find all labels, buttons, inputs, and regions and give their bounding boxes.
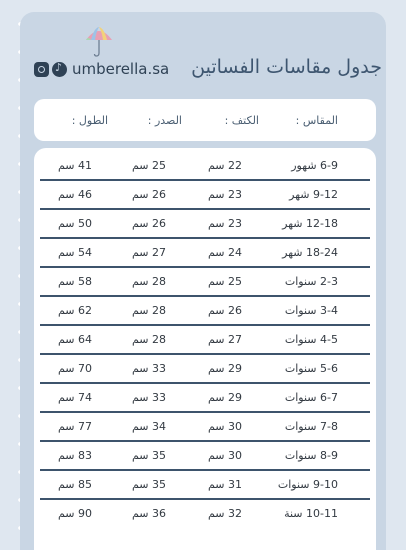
- table-header: [34, 99, 376, 141]
- cell-size: 3-4 سنوات: [284, 304, 338, 317]
- cell-size: 8-9 سنوات: [284, 449, 338, 462]
- cell-shoulder: 23 سم: [207, 188, 242, 201]
- cell-length: 58 سم: [57, 275, 92, 288]
- cell-size: 5-6 سنوات: [284, 362, 338, 375]
- table-row: [34, 152, 376, 181]
- cell-chest: 26 سم: [131, 217, 166, 230]
- header-shoulder: الكتف :: [224, 114, 259, 127]
- page-title: جدول مقاسات الفساتين: [191, 56, 382, 78]
- cell-length: 64 سم: [57, 333, 92, 346]
- cell-size: 6-7 سنوات: [284, 391, 338, 404]
- cell-size: 18-24 شهر: [282, 246, 338, 259]
- brand: [34, 60, 169, 78]
- table-row: [34, 471, 376, 500]
- cell-shoulder: 30 سم: [207, 449, 242, 462]
- cell-chest: 35 سم: [131, 449, 166, 462]
- cell-shoulder: 29 سم: [207, 391, 242, 404]
- cell-chest: 28 سم: [131, 304, 166, 317]
- table-row: [34, 210, 376, 239]
- cell-size: 9-10 سنوات: [277, 478, 338, 491]
- cell-size: 12-18 شهر: [282, 217, 338, 230]
- cell-chest: 25 سم: [131, 159, 166, 172]
- header-size: المقاس :: [295, 114, 338, 127]
- table-row: [34, 442, 376, 471]
- cell-length: 70 سم: [57, 362, 92, 375]
- cell-chest: 36 سم: [131, 507, 166, 520]
- umbrella-icon: [84, 26, 114, 58]
- tiktok-icon[interactable]: [52, 62, 67, 77]
- cell-shoulder: 22 سم: [207, 159, 242, 172]
- cell-chest: 27 سم: [131, 246, 166, 259]
- cell-length: 62 سم: [57, 304, 92, 317]
- cell-size: 4-5 سنوات: [284, 333, 338, 346]
- table-row: [34, 500, 376, 529]
- size-table: [34, 148, 376, 550]
- cell-size: 9-12 شهر: [289, 188, 338, 201]
- table-row: [34, 326, 376, 355]
- cell-length: 50 سم: [57, 217, 92, 230]
- cell-size: 2-3 سنوات: [284, 275, 338, 288]
- cell-length: 74 سم: [57, 391, 92, 404]
- cell-size: 10-11 سنة: [284, 507, 338, 520]
- cell-shoulder: 30 سم: [207, 420, 242, 433]
- table-row: [34, 268, 376, 297]
- cell-chest: 33 سم: [131, 391, 166, 404]
- header-chest: الصدر :: [147, 114, 182, 127]
- cell-chest: 28 سم: [131, 333, 166, 346]
- cell-length: 83 سم: [57, 449, 92, 462]
- cell-shoulder: 26 سم: [207, 304, 242, 317]
- cell-length: 41 سم: [57, 159, 92, 172]
- header-length: الطول :: [71, 114, 108, 127]
- table-row: [34, 413, 376, 442]
- cell-length: 77 سم: [57, 420, 92, 433]
- table-row: [34, 181, 376, 210]
- cell-shoulder: 31 سم: [207, 478, 242, 491]
- cell-shoulder: 25 سم: [207, 275, 242, 288]
- cell-length: 90 سم: [57, 507, 92, 520]
- table-row: [34, 384, 376, 413]
- brand-name: umberella.sa: [72, 60, 170, 78]
- cell-size: 6-9 شهور: [291, 159, 338, 172]
- table-row: [34, 355, 376, 384]
- cell-length: 54 سم: [57, 246, 92, 259]
- cell-length: 46 سم: [57, 188, 92, 201]
- cell-chest: 34 سم: [131, 420, 166, 433]
- cell-chest: 35 سم: [131, 478, 166, 491]
- cell-length: 85 سم: [57, 478, 92, 491]
- cell-chest: 33 سم: [131, 362, 166, 375]
- table-row: [34, 239, 376, 268]
- cell-shoulder: 32 سم: [207, 507, 242, 520]
- cell-shoulder: 27 سم: [207, 333, 242, 346]
- instagram-icon[interactable]: [34, 62, 49, 77]
- table-row: [34, 297, 376, 326]
- cell-chest: 28 سم: [131, 275, 166, 288]
- cell-shoulder: 23 سم: [207, 217, 242, 230]
- cell-shoulder: 29 سم: [207, 362, 242, 375]
- cell-chest: 26 سم: [131, 188, 166, 201]
- cell-shoulder: 24 سم: [207, 246, 242, 259]
- cell-size: 7-8 سنوات: [284, 420, 338, 433]
